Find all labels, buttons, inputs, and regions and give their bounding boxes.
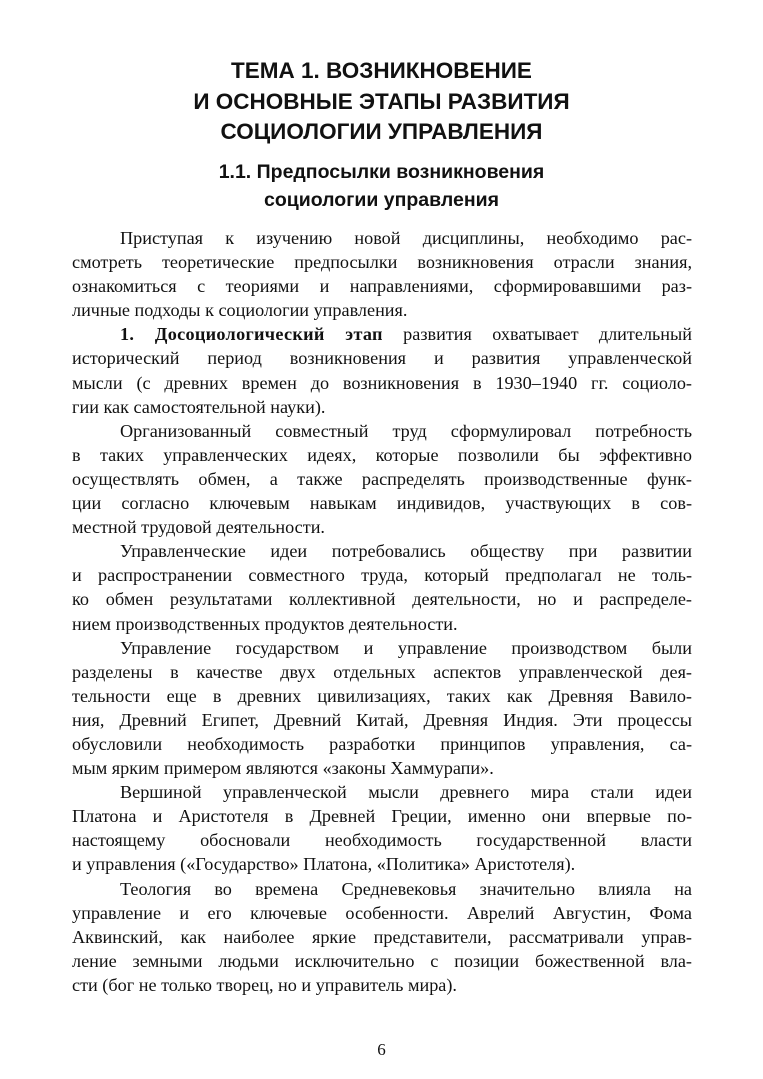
section-title	[0, 158, 763, 214]
page-number: 6	[377, 1040, 386, 1059]
text-line: Приступая к изучению новой дисциплины, необходимо рас-	[120, 228, 692, 248]
text-line: Управление государством и управление производством были	[120, 637, 692, 658]
text-line: Аквинский, как наиболее яркие представители, рассматривали управ-	[72, 926, 692, 947]
text-line: нием производственных продуктов деятельности.	[72, 613, 458, 634]
paragraph	[72, 636, 692, 781]
paragraph	[72, 226, 692, 322]
text-line: управление и его ключевые особенности. Аврелий Августин, Фома	[72, 902, 692, 923]
text-line: и управления («Государство» Платона, «Политика» Аристотеля).	[72, 854, 576, 875]
text-line: ознакомиться с теориями и направлениями, сформировавшими раз-	[72, 276, 692, 297]
paragraph	[72, 877, 692, 997]
section-title-line: социологии управления	[264, 189, 499, 211]
text-line: в таких управленческих идеях, которые позволили бы эффективно	[72, 444, 692, 465]
text-line: осуществлять обмен, а также распределять производственные функ-	[72, 468, 692, 489]
section-title-line: 1.1. Предпосылки возникновения	[218, 161, 545, 183]
text-line: Платона и Аристотеля в Древней Греции, именно они впервые по-	[72, 806, 692, 827]
text-line: сти (бог не только творец, но и управитель мира).	[72, 974, 457, 995]
text-line-rest: развития охватывает длительный	[382, 324, 692, 345]
text-line: мысли (с древних времен до возникновения в 1930–1940 гг. социоло-	[72, 372, 692, 393]
paragraph	[72, 419, 692, 539]
text-line: Управленческие идеи потребовались обществу при развитии	[120, 541, 692, 562]
text-line: смотреть теоретические предпосылки возникновения отрасли знания,	[72, 252, 692, 273]
text-line: тельности еще в древних цивилизациях, таких как Древняя Вавило-	[72, 685, 692, 706]
text-line: ции согласно ключевым навыкам индивидов, участвующих в сов-	[72, 493, 692, 514]
text-line	[72, 322, 692, 346]
paragraph	[72, 780, 692, 876]
paragraph	[72, 539, 692, 635]
text-line: Вершиной управленческой мысли древнего мира стали идеи	[120, 782, 692, 803]
text-line: местной трудовой деятельности.	[72, 517, 325, 538]
text-line: ния, Древний Египет, Древний Китай, Древняя Индия. Эти процессы	[72, 709, 692, 730]
text-line: личные подходы к социологии управления.	[72, 300, 408, 321]
paragraph-lead: 1. Досоциологический этап	[120, 324, 383, 345]
text-line: и распространении совместного труда, который предполагал не толь-	[72, 565, 692, 586]
body-text	[72, 226, 692, 997]
text-line: обусловили необходимость разработки принципов управления, са-	[72, 733, 692, 754]
text-line: Организованный совместный труд сформулировал потребность	[120, 420, 692, 441]
text-line: гии как самостоятельной науки).	[72, 396, 326, 417]
topic-title-line: ТЕМА 1. ВОЗНИКНОВЕНИЕ	[231, 58, 532, 83]
text-line: настоящему обосновали необходимость государственной власти	[72, 830, 692, 851]
topic-title-line: СОЦИОЛОГИИ УПРАВЛЕНИЯ	[220, 119, 543, 144]
paragraph	[72, 322, 692, 418]
text-line: разделены в качестве двух отдельных аспектов управленческой дея-	[72, 661, 692, 682]
text-line: ление земными людьми исключительно с позиции божественной вла-	[72, 950, 692, 971]
text-line: исторический период возникновения и развития управленческой	[72, 348, 692, 369]
text-line: мым ярким примером являются «законы Хаммурапи».	[72, 758, 494, 779]
text-line: ко обмен результатами коллективной деятельности, но и распределе-	[72, 589, 692, 610]
text-line: Теология во времена Средневековья значительно влияла на	[120, 878, 692, 899]
topic-title-line: И ОСНОВНЫЕ ЭТАПЫ РАЗВИТИЯ	[193, 88, 570, 114]
topic-title	[0, 56, 763, 148]
